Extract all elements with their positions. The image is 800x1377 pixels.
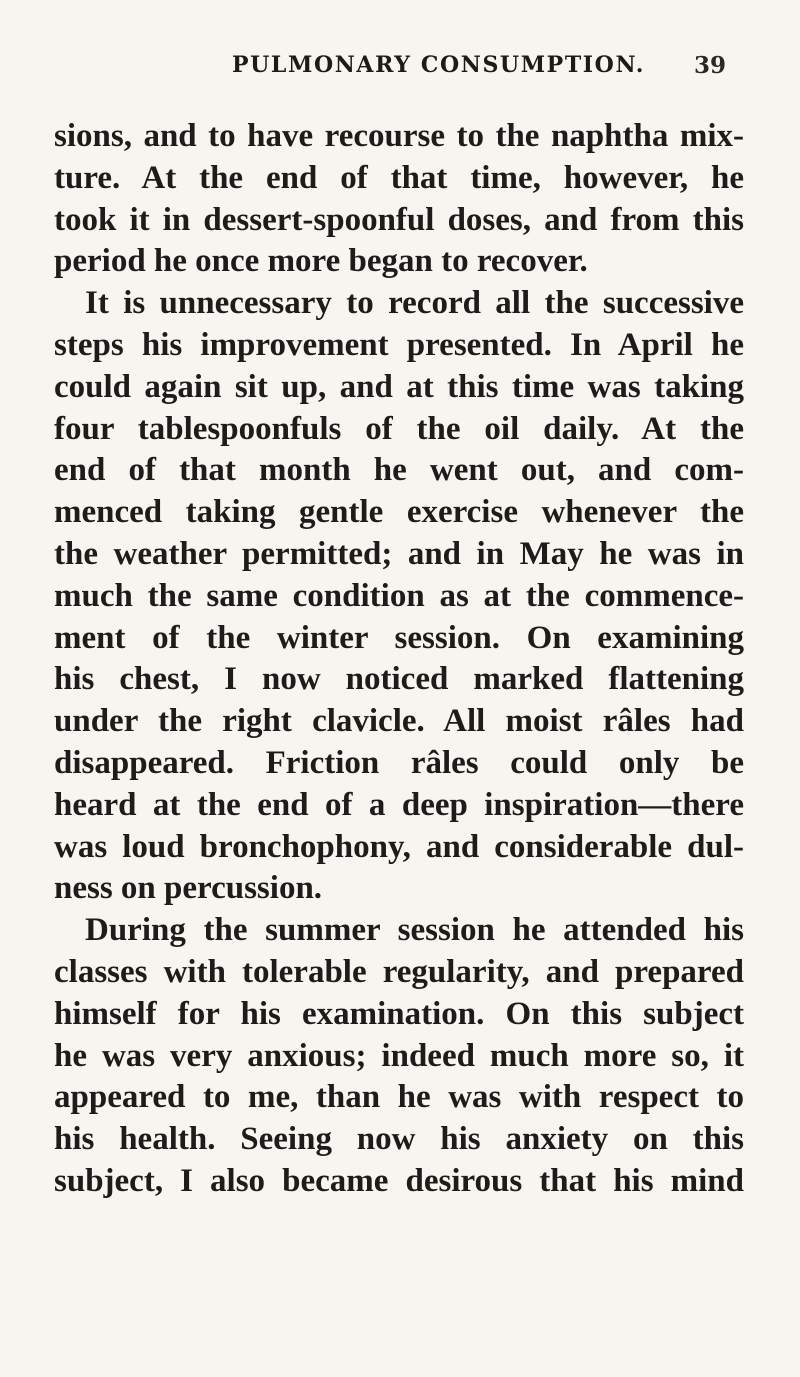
text-line: menced taking gentle exercise whenever the (54, 494, 744, 531)
running-head (0, 52, 800, 92)
text-line: ture. At the end of that time, however, he (54, 159, 744, 196)
text-line: his health. Seeing now his anxiety on this (54, 1121, 744, 1158)
text-line: under the right clavicle. All moist râles had (54, 703, 744, 740)
text-line: subject, I also became desirous that his mind (54, 1162, 744, 1199)
text-line: his chest, I now noticed marked flattening (54, 661, 744, 698)
text-line: classes with tolerable regularity, and prepared (54, 953, 744, 990)
text-line: appeared to me, than he was with respect to (54, 1079, 744, 1116)
text-line: sions, and to have recourse to the naphtha mix- (54, 118, 744, 154)
running-title: PULMONARY CONSUMPTION. (232, 52, 646, 78)
text-line: could again sit up, and at this time was taking (54, 368, 744, 405)
page-number: 39 (694, 52, 727, 79)
text-line: end of that month he went out, and com- (54, 452, 744, 489)
text-line: disappeared. Friction râles could only be (54, 744, 744, 781)
text-line: took it in dessert-spoonful doses, and from this (54, 201, 744, 238)
text-line: ness on percussion. (54, 870, 323, 907)
text-line: the weather permitted; and in May he was in (54, 535, 744, 572)
text-line: During the summer session he attended his (85, 912, 744, 949)
text-line: much the same condition as at the commence- (54, 577, 744, 614)
text-line: It is unnecessary to record all the successive (85, 285, 744, 322)
body-text (54, 116, 744, 1203)
text-line: he was very anxious; indeed much more so, it (54, 1037, 744, 1074)
text-line: heard at the end of a deep inspiration—there (54, 786, 744, 823)
text-line: four tablespoonfuls of the oil daily. At the (54, 410, 744, 447)
text-line: period he once more began to recover. (54, 243, 588, 280)
text-line: was loud bronchophony, and considerable dul- (54, 828, 744, 865)
text-line: ment of the winter session. On examining (54, 619, 744, 656)
text-line: himself for his examination. On this subject (54, 995, 744, 1032)
text-line: steps his improvement presented. In April he (54, 326, 744, 363)
